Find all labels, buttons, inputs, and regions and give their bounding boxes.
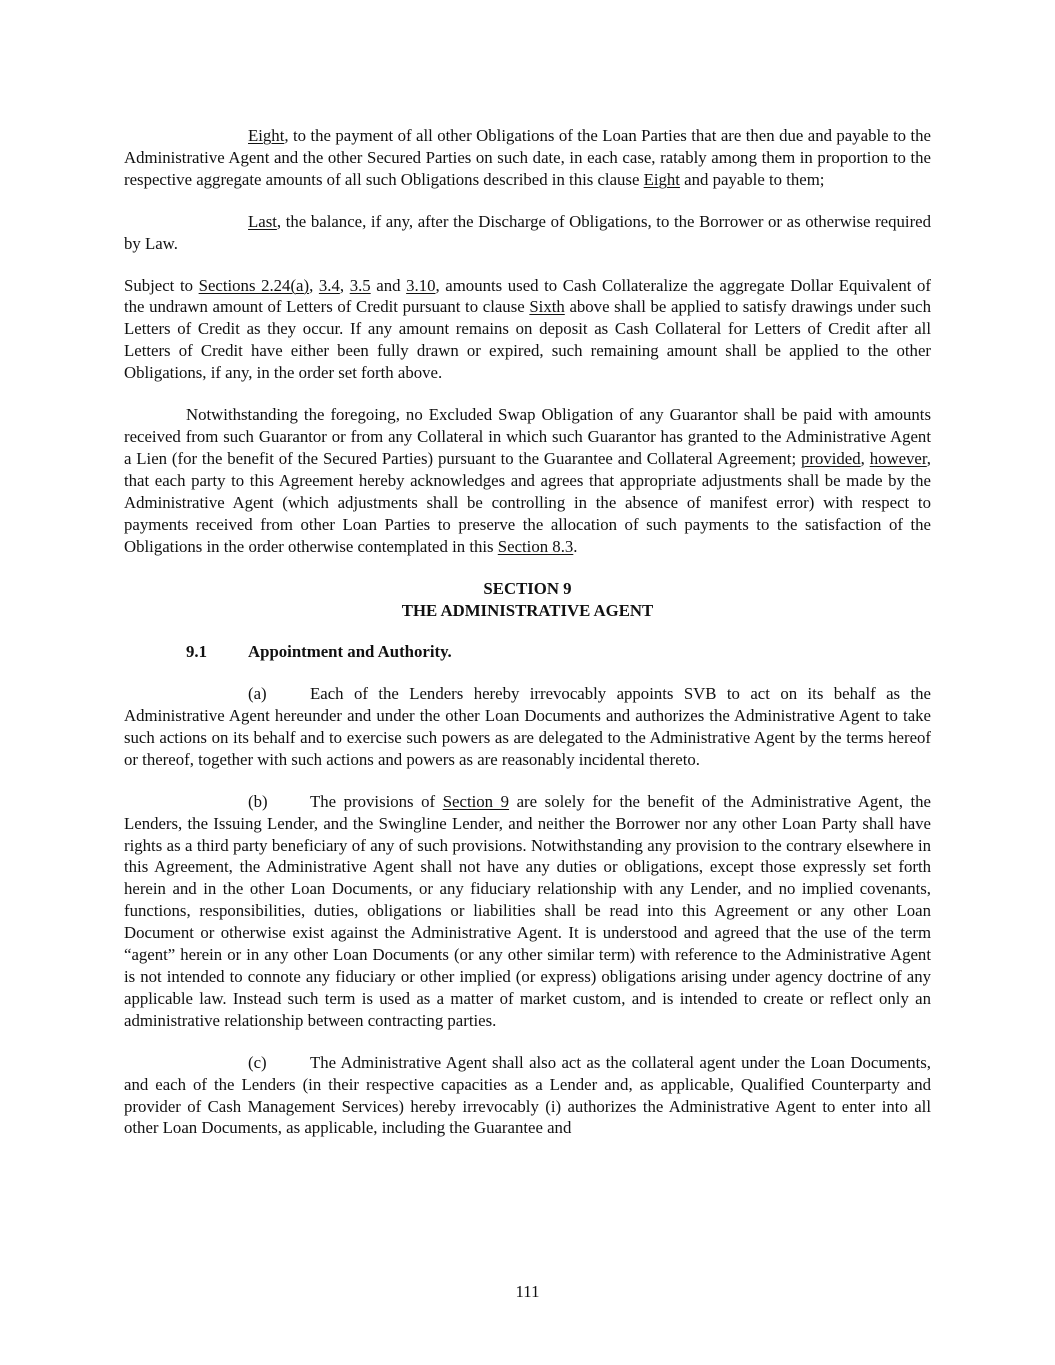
clause-ref-eight: Eight (643, 169, 680, 189)
clause-b: (b) The provisions of Section 9 are solely for the benefit of the Administrative Agent, the Lenders, the Issuing Lender, and the Swingline Lender, and neither the Borrower nor any other Loan Party shall have rights as a third party beneficiary of any of such provisions. Notwithstanding any provision to the contrary elsewhere in this Agreement, the Administrative Agent shall not have any duties or obligations, except those expressly set forth herein and in the other Loan Documents, or any fiduciary relationship with any Lender, and no implied covenants, functions, responsibilities, duties, obligations or liabilities shall be read into this Agreement or any other Loan Document or otherwise exist against the Administrative Agent. It is understood and agreed that the use of the term “agent” herein or in any other Loan Documents (or any other similar term) with reference to the Administrative Agent is not intended to connote any fiduciary or other implied (or express) obligations arising under agency doctrine of any applicable law. Instead such term is used as a matter of market custom, and is intended to create or reflect only an administrative relationship between contracting parties. (124, 791, 931, 1030)
section-ref: 3.4 (318, 275, 340, 295)
clause-label-eight: Eight (248, 126, 285, 145)
section-ref: Sections 2.24(a) (198, 275, 310, 295)
section-heading (124, 578, 931, 622)
clause-ref-sixth: Sixth (529, 297, 565, 317)
clause-label-last: Last (248, 211, 277, 231)
clause-c: (c) The Administrative Agent shall also act as the collateral agent under the Loan Documents, and each of the Lenders (in their respective capacities as a Lender and, as applicable, Qualified Counterparty and provider of Cash Management Services) hereby irrevocably (i) authorizes the Administrative Agent to enter into all other Loan Documents, as applicable, including the Guarantee and (124, 1052, 931, 1138)
subsection-number: 9.1 (186, 642, 207, 662)
term-however: however (869, 448, 927, 468)
paragraph-subject-to: Subject to Sections 2.24(a), 3.4, 3.5 and 3.10, amounts used to Cash Collateralize the aggregate Dollar Equivalent of the undrawn amount of Letters of Credit pursuant to clause Sixth above shall be applied to satisfy drawings under such Letters of Credit as they occur. If any amount remains on deposit as Cash Collateral for Letters of Credit after all Letters of Credit have either been fully drawn or expired, such remaining amount shall be applied to the other Obligations, if any, in the order set forth above. (124, 275, 932, 383)
subsection-title: Appointment and Authority. (248, 642, 452, 662)
clause-a: (a) Each of the Lenders hereby irrevocably appoints SVB to act on its behalf as the Administrative Agent hereunder and under the other Loan Documents and authorizes the Administrative Agent to take such actions on its behalf and to exercise such powers as are delegated to the Administrative Agent by the terms hereof or thereof, together with such actions and powers as are reasonably incidental thereto. (124, 684, 931, 769)
section-ref: Section 9 (442, 791, 510, 811)
paragraph-notwithstanding: Notwithstanding the foregoing, no Excluded Swap Obligation of any Guarantor shall be paid with amounts received from such Guarantor or from any Collateral in which such Guarantor has granted to the Administrative Agent a Lien (for the benefit of the Secured Parties) pursuant to the Guarantee and Collateral Agreement; provided, however, that each party to this Agreement hereby acknowledges and agrees that appropriate adjustments shall be made by the Administrative Agent (which adjustments shall be controlling in the absence of manifest error) with respect to payments received from other Loan Parties to preserve the allocation of such payments to the satisfaction of the Obligations in the order otherwise contemplated in this Section 8.3. (124, 405, 931, 556)
paragraph-last: Last, the balance, if any, after the Discharge of Obligations, to the Borrower or as otherwise required by Law. (124, 211, 931, 253)
paragraph-eight: Eight, to the payment of all other Obligations of the Loan Parties that are then due and payable to the Administrative Agent and the other Secured Parties on such date, in each case, ratably among them in proportion to the respective aggregate amounts of all such Obligations described in this clause Eight and payable to them; (124, 126, 931, 189)
section-ref: 3.10 (406, 275, 436, 295)
clause-c-label: (c) (248, 1052, 267, 1072)
section-number: SECTION 9 (483, 579, 572, 599)
clause-a-label: (a) (248, 684, 267, 704)
subsection-heading (124, 641, 931, 663)
document-page (124, 125, 931, 1139)
page-number: 111 (515, 1282, 540, 1301)
section-ref: Section 8.3 (497, 536, 574, 556)
section-title: THE ADMINISTRATIVE AGENT (401, 601, 654, 621)
term-provided: provided (800, 448, 861, 468)
section-ref: 3.5 (349, 275, 371, 295)
clause-b-label: (b) (248, 791, 268, 811)
